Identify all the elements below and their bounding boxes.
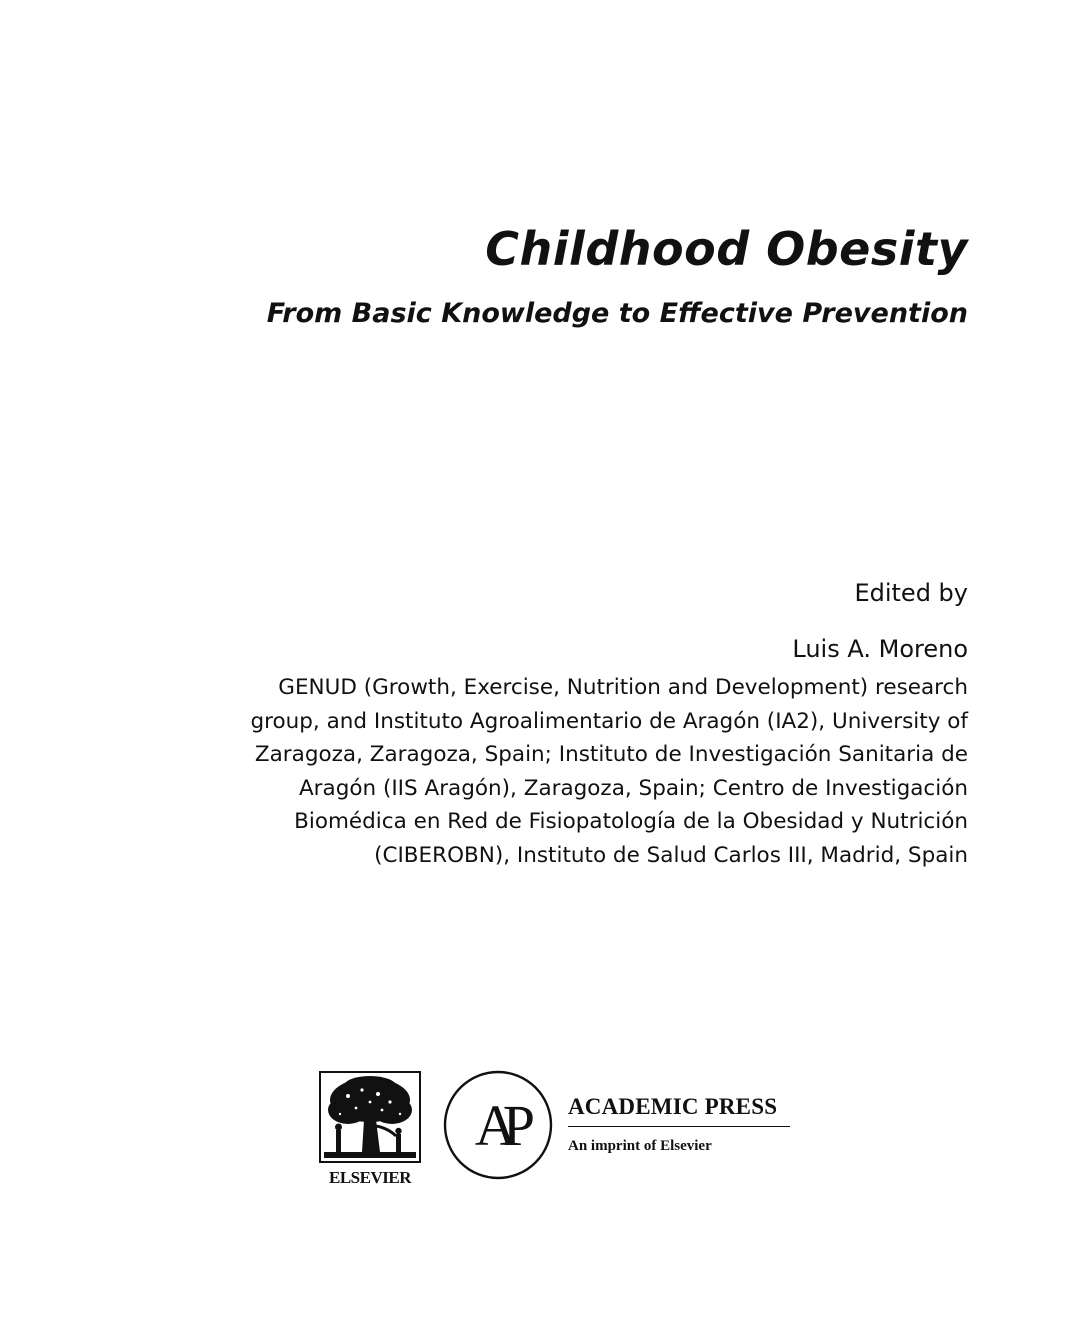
editor-name: Luis A. Moreno [792, 635, 968, 663]
edited-by-label: Edited by [854, 579, 968, 607]
publisher-imprint: An imprint of Elsevier [568, 1138, 712, 1154]
publisher-name: ACADEMIC PRESS [568, 1094, 778, 1119]
affiliation-line: (CIBEROBN), Instituto de Salud Carlos III, Madrid, Spain [374, 842, 968, 868]
editor-affiliation [148, 671, 968, 873]
affiliation-line: Aragón (IIS Aragón), Zaragoza, Spain; Centro de Investigación [298, 775, 968, 801]
ap-monogram-icon [442, 1069, 554, 1181]
academic-press-monogram [442, 1069, 554, 1181]
affiliation-line: group, and Instituto Agroalimentario de Aragón (IA2), University of [250, 708, 968, 734]
ap-monogram-letters: AP [474, 1093, 522, 1158]
affiliation-line: Zaragoza, Zaragoza, Spain; Instituto de Investigación Sanitaria de [254, 742, 968, 768]
elsevier-wordmark: ELSEVIER [329, 1168, 411, 1187]
elsevier-tree-icon [318, 1070, 422, 1164]
affiliation-line: Biomédica en Red de Fisiopatología de la Obesidad y Nutrición [294, 809, 968, 835]
affiliation-line: GENUD (Growth, Exercise, Nutrition and Development) research [278, 675, 968, 700]
book-title: Childhood Obesity [485, 222, 968, 276]
publisher-divider [568, 1126, 790, 1127]
elsevier-logo [318, 1070, 422, 1186]
book-subtitle: From Basic Knowledge to Effective Prevention [266, 298, 968, 329]
